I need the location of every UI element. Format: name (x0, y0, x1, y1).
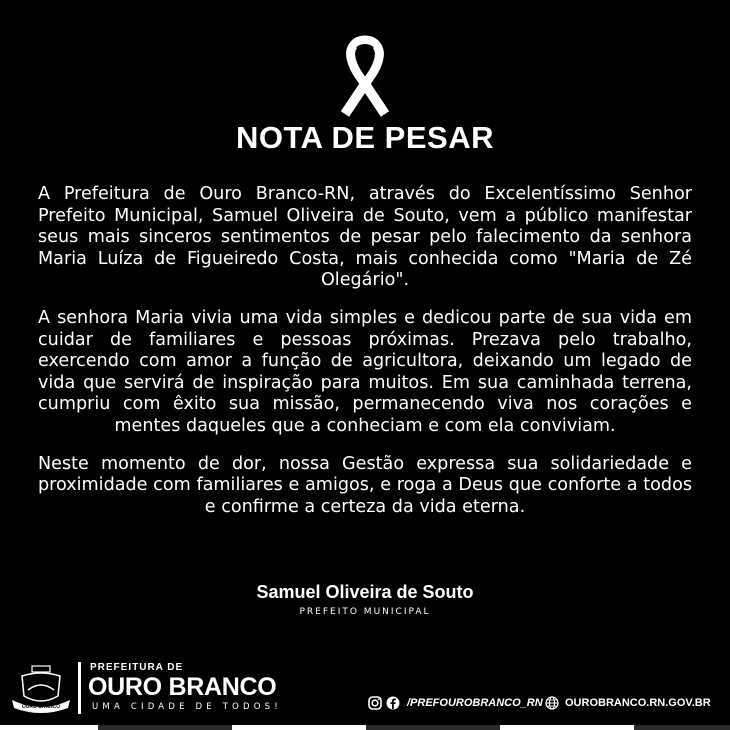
footer-bar-segment (500, 725, 634, 730)
paragraph-1: A Prefeitura de Ouro Branco-RN, através do Excelentíssimo Senhor Prefeito Municipal, Samuel Oliveira de Souto, vem a público manifestar seus mais sinceros sentimentos de pesar pelo falecimento da senhora Maria Luíza de Figueiredo Costa, mais conhecida como "Maria de Zé Olegário". (38, 184, 692, 291)
signature-block (0, 582, 730, 617)
footer-bar-segment (232, 725, 366, 730)
globe-icon (545, 696, 559, 710)
paragraph-3: Neste momento de dor, nossa Gestão expressa sua solidariedade e proximidade com familiares e amigos, e roga a Deus que conforte a todos e confirme a certeza da vida eterna. (38, 453, 692, 517)
brand-name: OURO BRANCO (88, 673, 277, 701)
instagram-icon[interactable] (368, 696, 382, 710)
municipal-crest-icon (10, 664, 72, 714)
page-title: NOTA DE PESAR (236, 120, 494, 155)
website-url[interactable]: OUROBRANCO.RN.GOV.BR (565, 697, 711, 709)
footer-bar-segment (634, 725, 730, 730)
paragraph-2: A senhora Maria vivia uma vida simples e dedicou parte de sua vida em cuidar de familiares e pessoas próximas. Prezava pelo trabalho, exercendo com amor a função de agricultora, deixando um legado de vida que servirá de inspiração para muitos. Em sua caminhada terrena, cumpriu com êxito sua missão, permanecendo viva nos corações e mentes daqueles que a conheciam e com ela conviviam. (38, 307, 692, 436)
signature-role: PREFEITO MUNICIPAL (299, 607, 431, 617)
mourning-ribbon-icon (335, 34, 395, 120)
footer-bar-segment (0, 725, 98, 730)
brand-slogan: UMA CIDADE DE TODOS! (92, 702, 282, 712)
facebook-icon[interactable] (386, 696, 400, 710)
social-handle-link[interactable] (368, 696, 543, 710)
footer-bar-segment (366, 725, 500, 730)
crest-text: OURO BRANCO (21, 704, 61, 710)
website-link[interactable] (545, 696, 711, 710)
footer-divider (78, 662, 81, 714)
footer-bar-segment (98, 725, 232, 730)
social-handle[interactable]: /PREFOUROBRANCO_RN (407, 697, 543, 709)
brand-prefix: PREFEITURA DE (90, 662, 184, 673)
note-body (38, 184, 692, 534)
footer (0, 660, 730, 730)
signature-name: Samuel Oliveira de Souto (256, 582, 474, 602)
